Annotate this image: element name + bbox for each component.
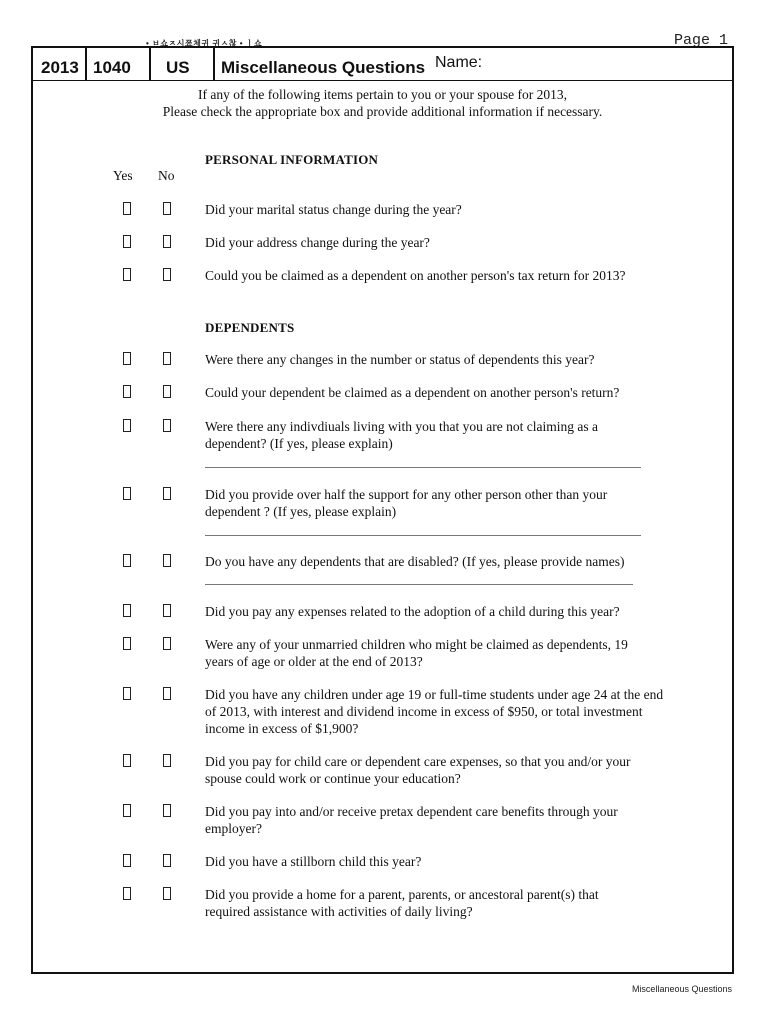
instructions-line-2: Please check the appropriate box and provide additional information if necessary. xyxy=(162,104,603,119)
explanation-line[interactable] xyxy=(205,467,641,468)
question-text: Did you provide over half the support for any other person other than your dependent ? (If yes, please explain) xyxy=(205,487,608,519)
no-checkbox[interactable] xyxy=(163,268,171,281)
no-checkbox[interactable] xyxy=(163,419,171,432)
yes-checkbox[interactable] xyxy=(123,419,131,432)
no-checkbox[interactable] xyxy=(163,352,171,365)
no-checkbox[interactable] xyxy=(163,887,171,900)
explanation-line[interactable] xyxy=(205,584,633,585)
question-text: Did your address change during the year? xyxy=(205,235,430,250)
yes-checkbox[interactable] xyxy=(123,887,131,900)
yes-checkbox[interactable] xyxy=(123,604,131,617)
question-text: Did you provide a home for a parent, parents, or ancestoral parent(s) that required assistance with activities of daily living? xyxy=(205,887,599,919)
no-checkbox[interactable] xyxy=(163,604,171,617)
question-text: Could you be claimed as a dependent on another person's tax return for 2013? xyxy=(205,268,626,283)
yes-checkbox[interactable] xyxy=(123,202,131,215)
form-title: Miscellaneous Questions xyxy=(221,58,426,77)
explanation-line[interactable] xyxy=(205,535,641,536)
no-checkbox[interactable] xyxy=(163,385,171,398)
no-checkbox[interactable] xyxy=(163,804,171,817)
form-number: 1040 xyxy=(93,58,131,77)
instructions-line-1: If any of the following items pertain to you or your spouse for 2013, xyxy=(198,87,567,102)
yes-checkbox[interactable] xyxy=(123,268,131,281)
no-checkbox[interactable] xyxy=(163,687,171,700)
no-checkbox[interactable] xyxy=(163,754,171,767)
header-garbled-text: • ㅂ쇼ㅈ시쬬체귀 귀ㅅ찮 • ㅣ쇼 xyxy=(146,39,263,48)
yes-checkbox[interactable] xyxy=(123,385,131,398)
no-checkbox[interactable] xyxy=(163,554,171,567)
question-text: Could your dependent be claimed as a dependent on another person's return? xyxy=(205,385,620,400)
tax-year: 2013 xyxy=(41,58,79,77)
section-dependents: DEPENDENTS xyxy=(205,320,295,335)
yes-checkbox[interactable] xyxy=(123,554,131,567)
page-number: Page 1 xyxy=(673,32,728,49)
no-checkbox[interactable] xyxy=(163,487,171,500)
question-text: Were any of your unmarried children who might be claimed as dependents, 19 years of age or older at the end of 2013? xyxy=(205,637,628,669)
footer-label: Miscellaneous Questions xyxy=(631,984,732,994)
form-frame xyxy=(31,46,734,974)
no-checkbox[interactable] xyxy=(163,235,171,248)
no-checkbox[interactable] xyxy=(163,854,171,867)
yes-checkbox[interactable] xyxy=(123,854,131,867)
yes-checkbox[interactable] xyxy=(123,487,131,500)
question-text: Did you pay for child care or dependent care expenses, so that you and/or your spouse could work or continue your education? xyxy=(205,754,631,786)
no-checkbox[interactable] xyxy=(163,202,171,215)
question-text: Did you have a stillborn child this year? xyxy=(205,854,422,869)
yes-checkbox[interactable] xyxy=(123,235,131,248)
form-header xyxy=(33,48,732,81)
yes-checkbox[interactable] xyxy=(123,352,131,365)
no-checkbox[interactable] xyxy=(163,637,171,650)
question-text: Did your marital status change during the year? xyxy=(205,202,462,217)
question-text: Were there any indivdiuals living with you that you are not claiming as a dependent? (If yes, please explain) xyxy=(205,419,598,451)
yes-column-header: Yes xyxy=(113,168,133,183)
yes-checkbox[interactable] xyxy=(123,687,131,700)
name-label: Name: xyxy=(435,54,483,71)
yes-checkbox[interactable] xyxy=(123,754,131,767)
yes-checkbox[interactable] xyxy=(123,637,131,650)
instructions xyxy=(33,86,732,120)
no-column-header: No xyxy=(158,168,175,183)
question-text: Did you pay into and/or receive pretax dependent care benefits through your employer? xyxy=(205,804,618,836)
question-text: Did you have any children under age 19 or full-time students under age 24 at the end of 2013, with interest and dividend income in excess of $950, or total investment income in excess of $1,900? xyxy=(205,687,664,736)
jurisdiction: US xyxy=(166,58,190,77)
question-text: Did you pay any expenses related to the adoption of a child during this year? xyxy=(205,604,620,619)
section-personal-information: PERSONAL INFORMATION xyxy=(205,152,379,167)
question-text: Do you have any dependents that are disabled? (If yes, please provide names) xyxy=(205,554,625,569)
yes-checkbox[interactable] xyxy=(123,804,131,817)
question-text: Were there any changes in the number or status of dependents this year? xyxy=(205,352,595,367)
